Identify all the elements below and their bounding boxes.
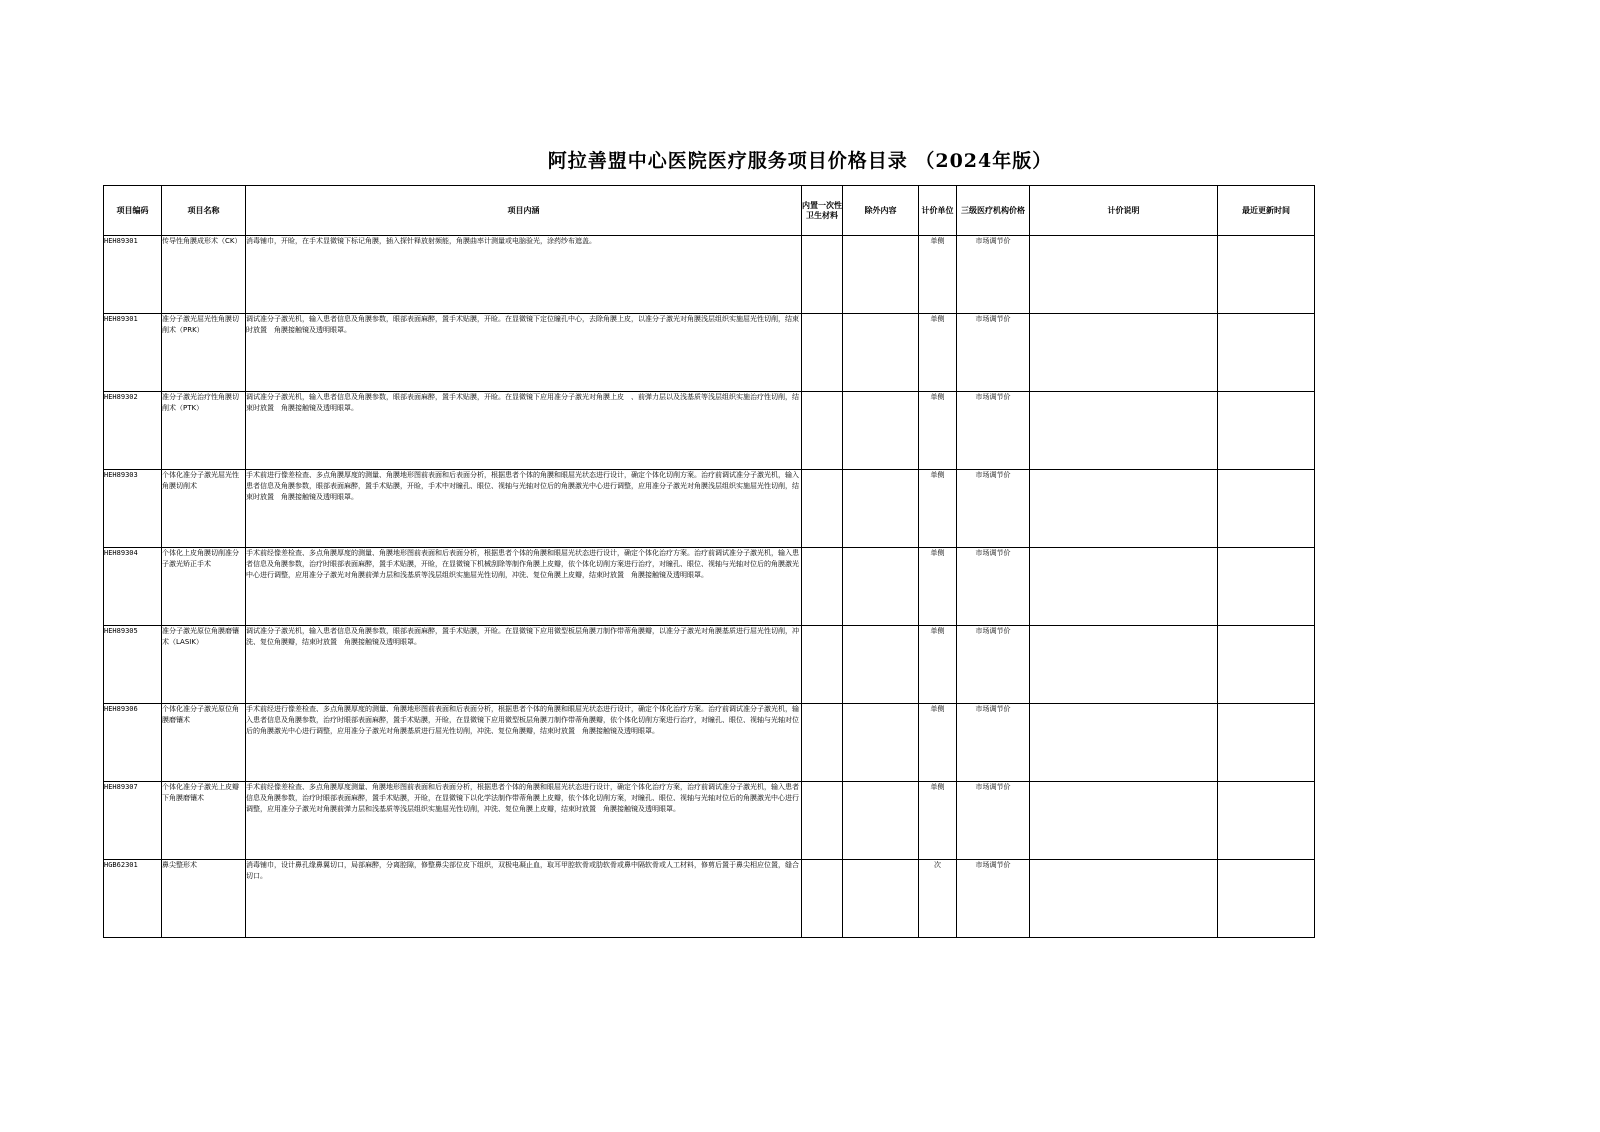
cell-exclusions [843, 782, 919, 860]
cell-name: 个体化准分子激光上皮瓣下角膜磨镶术 [162, 782, 246, 860]
cell-unit: 单侧 [919, 470, 957, 548]
cell-price: 市场调节价 [957, 548, 1030, 626]
cell-content: 手术前经像差检查、多点角膜厚度的测量、角膜地形图前表面和后表面分析，根据患者个体的角膜和眼屈光状态进行设计，确定个体化治疗方案。治疗前调试准分子激光机，输入患者信息及角膜参数，治疗时眼部表面麻醉，置手术贴膜，开睑，在显微镜下机械刮除等制作角膜上皮瓣，依个体化切削方案进行治疗，对瞳孔、眼位、视轴与光轴对位后的角膜激光中心进行调整，应用准分子激光对角膜前弹力层和浅基质等浅层组织实施屈光性切削，冲洗、复位角膜上皮瓣，结束时放置 角膜接触镜及透明眼罩。 [246, 548, 802, 626]
cell-name: 个体化准分子激光屈光性角膜切削术 [162, 470, 246, 548]
table-row [104, 782, 1315, 860]
table-row [104, 470, 1315, 548]
header-price: 三级医疗机构价格 [957, 186, 1030, 236]
cell-price: 市场调节价 [957, 392, 1030, 470]
cell-updated [1218, 392, 1315, 470]
cell-price: 市场调节价 [957, 782, 1030, 860]
cell-content: 调试准分子激光机，输入患者信息及角膜参数，眼部表面麻醉，置手术贴膜，开睑。在显微镜下应用准分子激光对角膜上皮 、前弹力层以及浅基质等浅层组织实施治疗性切削，结束时放置 角膜接触镜及透明眼罩。 [246, 392, 802, 470]
cell-name: 准分子激光治疗性角膜切削术（PTK） [162, 392, 246, 470]
cell-exclusions [843, 704, 919, 782]
header-content: 项目内涵 [246, 186, 802, 236]
table-row [104, 236, 1315, 314]
cell-price: 市场调节价 [957, 470, 1030, 548]
cell-unit: 单侧 [919, 626, 957, 704]
cell-notes [1030, 782, 1218, 860]
header-consumables: 内置一次性卫生材料 [802, 186, 843, 236]
header-name: 项目名称 [162, 186, 246, 236]
table-row [104, 314, 1315, 392]
cell-price: 市场调节价 [957, 236, 1030, 314]
table-row [104, 548, 1315, 626]
cell-updated [1218, 548, 1315, 626]
cell-exclusions [843, 236, 919, 314]
cell-notes [1030, 704, 1218, 782]
cell-unit: 单侧 [919, 548, 957, 626]
cell-consumables [802, 470, 843, 548]
cell-content: 手术前进行像差检查、多点角膜厚度的测量、角膜地形图前表面和后表面分析，根据患者个体的角膜和眼屈光状态进行设计，确定个体化切削方案。治疗前调试准分子激光机，输入患者信息及角膜参数，眼部表面麻醉，置手术贴膜，开睑，手术中对瞳孔、眼位、视轴与光轴对位后的角膜激光中心进行调整，应用准分子激光对角膜浅层组织实施屈光性切削，结束时放置 角膜接触镜及透明眼罩。 [246, 470, 802, 548]
cell-updated [1218, 860, 1315, 938]
cell-consumables [802, 704, 843, 782]
cell-content: 调试准分子激光机，输入患者信息及角膜参数，眼部表面麻醉，置手术贴膜，开睑。在显微镜下应用微型板层角膜刀制作带蒂角膜瓣，以准分子激光对角膜基质进行屈光性切削，冲洗、复位角膜瓣，结束时放置 角膜接触镜及透明眼罩。 [246, 626, 802, 704]
cell-content: 消毒铺巾，设计鼻孔缘鼻翼切口，局部麻醉，分离腔隙，修整鼻尖部位皮下组织，双极电凝止血，取耳甲腔软骨或肋软骨或鼻中隔软骨或人工材料，修剪后置于鼻尖相应位置，缝合切口。 [246, 860, 802, 938]
cell-notes [1030, 548, 1218, 626]
cell-updated [1218, 470, 1315, 548]
cell-updated [1218, 782, 1315, 860]
cell-name: 准分子激光原位角膜磨镶术（LASIK） [162, 626, 246, 704]
cell-code: HEH89302 [104, 392, 162, 470]
cell-code: HEH89301 [104, 236, 162, 314]
cell-updated [1218, 314, 1315, 392]
cell-notes [1030, 860, 1218, 938]
cell-notes [1030, 236, 1218, 314]
cell-code: HEH89301 [104, 314, 162, 392]
cell-exclusions [843, 860, 919, 938]
cell-updated [1218, 626, 1315, 704]
cell-code: HEH89305 [104, 626, 162, 704]
cell-content: 手术前经像差检查、多点角膜厚度测量、角膜地形图前表面和后表面分析，根据患者个体的角膜和眼屈光状态进行设计，确定个体化治疗方案，治疗前调试准分子激光机，输入患者信息及角膜参数，治疗时眼部表面麻醉，置手术贴膜，开睑，在显微镜下以化学法制作带蒂角膜上皮瓣，依个体化切削方案，对瞳孔、眼位、视轴与光轴对位后的角膜激光中心进行调整，应用准分子激光对角膜前弹力层和浅基质等浅层组织实施屈光性切削，冲洗、复位角膜上皮瓣，结束时放置 角膜接触镜及透明眼罩。 [246, 782, 802, 860]
cell-unit: 单侧 [919, 236, 957, 314]
cell-exclusions [843, 314, 919, 392]
cell-price: 市场调节价 [957, 626, 1030, 704]
cell-updated [1218, 704, 1315, 782]
cell-consumables [802, 626, 843, 704]
header-notes: 计价说明 [1030, 186, 1218, 236]
cell-name: 鼻尖整形术 [162, 860, 246, 938]
cell-code: HGB62301 [104, 860, 162, 938]
cell-updated [1218, 236, 1315, 314]
cell-notes [1030, 470, 1218, 548]
cell-content: 调试准分子激光机，输入患者信息及角膜参数，眼部表面麻醉，置手术贴膜，开睑。在显微镜下定位瞳孔中心，去除角膜上皮，以准分子激光对角膜浅层组织实施屈光性切削，结束时放置 角膜接触镜及透明眼罩。 [246, 314, 802, 392]
header-exclusions: 除外内容 [843, 186, 919, 236]
header-updated: 最近更新时间 [1218, 186, 1315, 236]
cell-code: HEH89303 [104, 470, 162, 548]
table-row [104, 626, 1315, 704]
cell-content: 手术前经进行像差检查、多点角膜厚度的测量、角膜地形图前表面和后表面分析，根据患者个体的角膜和眼屈光状态进行设计，确定个体化治疗方案。治疗前调试准分子激光机，输入患者信息及角膜参数，治疗时眼部表面麻醉，置手术贴膜，开睑，在显微镜下应用微型板层角膜刀制作带蒂角膜瓣，依个体化切削方案进行治疗，对瞳孔、眼位、视轴与光轴对位后的角膜激光中心进行调整，应用准分子激光对角膜基质进行屈光性切削，冲洗、复位角膜瓣，结束时放置 角膜接触镜及透明眼罩。 [246, 704, 802, 782]
cell-exclusions [843, 470, 919, 548]
table-row [104, 704, 1315, 782]
cell-consumables [802, 782, 843, 860]
cell-exclusions [843, 626, 919, 704]
cell-unit: 单侧 [919, 782, 957, 860]
cell-unit: 单侧 [919, 314, 957, 392]
cell-notes [1030, 392, 1218, 470]
table-row [104, 860, 1315, 938]
cell-price: 市场调节价 [957, 314, 1030, 392]
cell-consumables [802, 314, 843, 392]
cell-unit: 单侧 [919, 392, 957, 470]
header-code: 项目编码 [104, 186, 162, 236]
cell-name: 传导性角膜成形术（CK） [162, 236, 246, 314]
price-table [103, 185, 1315, 938]
cell-name: 个体化上皮角膜切削准分子激光矫正手术 [162, 548, 246, 626]
header-unit: 计价单位 [919, 186, 957, 236]
table-header-row [104, 186, 1315, 236]
cell-code: HEH89307 [104, 782, 162, 860]
document-title: 阿拉善盟中心医院医疗服务项目价格目录 （2024年版） [547, 150, 1053, 172]
cell-unit: 单侧 [919, 704, 957, 782]
cell-name: 个体化准分子激光原位角膜磨镶术 [162, 704, 246, 782]
cell-exclusions [843, 392, 919, 470]
cell-price: 市场调节价 [957, 860, 1030, 938]
table-row [104, 392, 1315, 470]
cell-unit: 次 [919, 860, 957, 938]
cell-name: 准分子激光屈光性角膜切削术（PRK） [162, 314, 246, 392]
cell-notes [1030, 626, 1218, 704]
cell-exclusions [843, 548, 919, 626]
cell-code: HEH89306 [104, 704, 162, 782]
cell-code: HEH89304 [104, 548, 162, 626]
cell-consumables [802, 236, 843, 314]
cell-consumables [802, 548, 843, 626]
cell-consumables [802, 392, 843, 470]
cell-price: 市场调节价 [957, 704, 1030, 782]
cell-content: 消毒铺巾，开睑，在手术显微镜下标记角膜，插入探针释放射频能，角膜曲率计测量或电脑验光，涂药纱布遮盖。 [246, 236, 802, 314]
cell-notes [1030, 314, 1218, 392]
cell-consumables [802, 860, 843, 938]
